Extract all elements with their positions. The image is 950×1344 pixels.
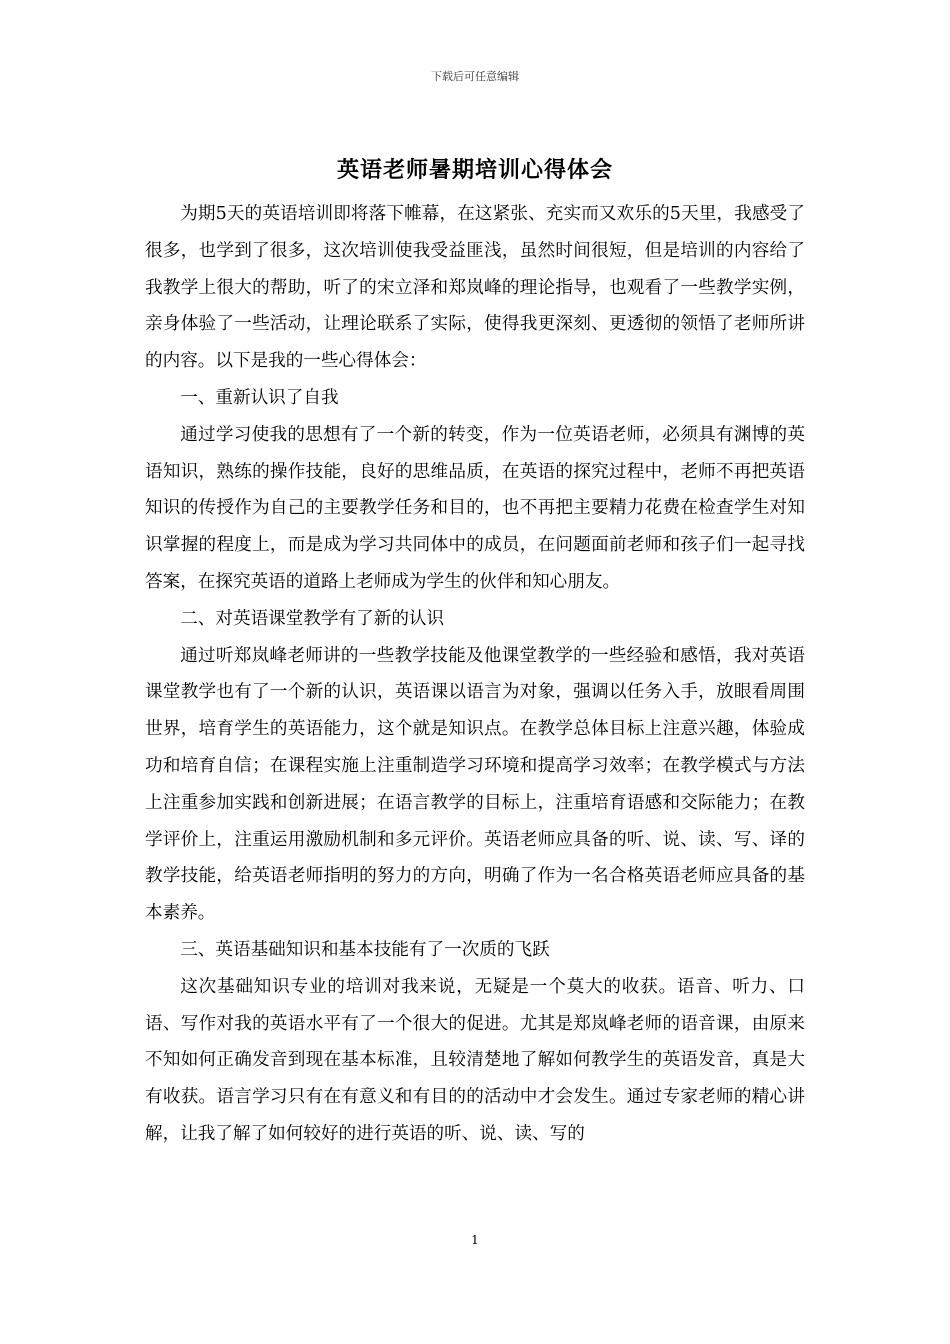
section-heading-1: 一、重新认识了自我	[180, 387, 339, 408]
paragraph-section-3: 这次基础知识专业的培训对我来说，无疑是一个莫大的收获。语音、听力、口语、写作对我的英语水平有了一个很大的促进。尤其是郑岚峰老师的语音课，由原来不知如何正确发音到现在基本标准，且较清楚地了解如何教学生的英语发音，真是大有收获。语言学习只有在有意义和有目的的活动中才会发生。通过专家老师的精心讲解，让我了解了如何较好的进行英语的听、说、读、写的	[145, 976, 805, 1144]
page-header-note: 下载后可任意编辑	[431, 70, 519, 83]
section-heading-2: 二、对英语课堂教学有了新的认识	[180, 608, 445, 629]
document-title: 英语老师暑期培训心得体会	[336, 157, 613, 183]
section-heading-3: 三、英语基础知识和基本技能有了一次质的飞跃	[180, 939, 550, 960]
document-body	[145, 196, 805, 1153]
paragraph-section-1: 通过学习使我的思想有了一个新的转变，作为一位英语老师，必须具有渊博的英语知识，熟练的操作技能，良好的思维品质，在英语的探究过程中，老师不再把英语知识的传授作为自己的主要教学任务和目的，也不再把主要精力花费在检查学生对知识掌握的程度上，而是成为学习共同体中的成员，在问题面前老师和孩子们一起寻找答案，在探究英语的道路上老师成为学生的伙伴和知心朋友。	[145, 424, 805, 592]
paragraph-section-2: 通过听郑岚峰老师讲的一些教学技能及他课堂教学的一些经验和感悟，我对英语课堂教学也有了一个新的认识，英语课以语言为对象，强调以任务入手，放眼看周围世界，培育学生的英语能力，这个就是知识点。在教学总体目标上注意兴趣，体验成功和培育自信；在课程实施上注重制造学习环境和提高学习效率；在教学模式与方法上注重参加实践和创新进展；在语言教学的目标上，注重培育语感和交际能力；在教学评价上，注重运用激励机制和多元评价。英语老师应具备的听、说、读、写、译的教学技能，给英语老师指明的努力的方向，明确了作为一名合格英语老师应具备的基本素养。	[145, 645, 805, 924]
page-number: 1	[471, 1233, 479, 1247]
paragraph-intro: 为期5天的英语培训即将落下帷幕，在这紧张、充实而又欢乐的5天里，我感受了很多，也学到了很多，这次培训使我受益匪浅，虽然时间很短，但是培训的内容给了我教学上很大的帮助，听了的宋立泽和郑岚峰的理论指导，也观看了一些教学实例，亲身体验了一些活动，让理论联系了实际，使得我更深刻、更透彻的领悟了老师所讲的内容。以下是我的一些心得体会：	[145, 204, 805, 372]
